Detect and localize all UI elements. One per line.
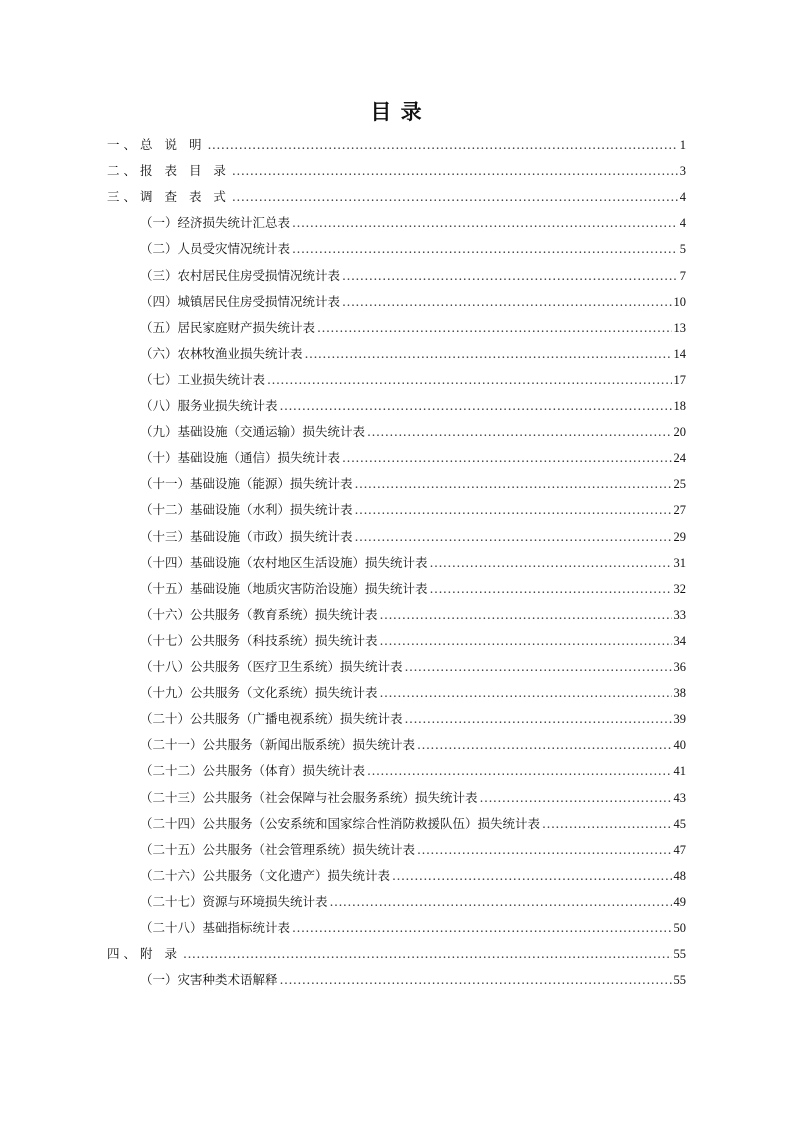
toc-entry[interactable] [140, 658, 686, 676]
toc-entry-label: （二十一）公共服务（新闻出版系统）损失统计表 [140, 737, 416, 753]
toc-entry-page: 41 [673, 764, 686, 779]
toc-entry-label: 四、附 录 [107, 946, 181, 962]
toc-leader-dots [330, 893, 672, 911]
toc-entry[interactable] [140, 319, 686, 337]
toc-entry[interactable] [140, 214, 686, 232]
toc-entry[interactable] [140, 606, 686, 624]
toc-entry-label: （十六）公共服务（教育系统）损失统计表 [140, 606, 378, 622]
toc-entry-label: （十九）公共服务（文化系统）损失统计表 [140, 685, 378, 701]
toc-entry[interactable] [140, 371, 686, 389]
toc-entry-page: 48 [673, 868, 686, 883]
toc-entry-page: 36 [673, 660, 686, 674]
toc-entry[interactable] [107, 136, 686, 154]
toc-entry[interactable] [140, 893, 686, 911]
toc-entry-page: 13 [673, 320, 686, 335]
toc-entry[interactable] [140, 293, 686, 311]
toc-entry[interactable] [140, 919, 686, 937]
toc-entry-label: （一）经济损失统计汇总表 [140, 215, 291, 231]
toc-leader-dots [480, 789, 672, 807]
toc-leader-dots [292, 240, 678, 258]
toc-entry-page: 17 [673, 372, 686, 387]
toc-entry-label: （十一）基础设施（能源）损失统计表 [140, 476, 353, 492]
toc-entry-label: （六）农林牧渔业损失统计表 [140, 345, 303, 361]
toc-entry-label: （二十七）资源与环境损失统计表 [140, 893, 328, 909]
toc-entry-page: 4 [679, 190, 686, 205]
toc-entry-page: 4 [679, 216, 686, 231]
toc-entry[interactable] [140, 789, 686, 807]
toc-leader-dots [430, 554, 672, 572]
toc-entry[interactable] [140, 475, 686, 493]
toc-leader-dots [405, 658, 672, 676]
toc-entry[interactable] [140, 528, 686, 546]
toc-entry-page: 43 [673, 790, 686, 805]
toc-entry-label: （四）城镇居民住房受损情况统计表 [140, 293, 341, 309]
toc-entry-page: 31 [673, 555, 686, 570]
toc-entry-page: 39 [673, 712, 686, 727]
toc-entry-label: （二十三）公共服务（社会保障与社会服务系统）损失统计表 [140, 789, 478, 805]
toc-entry-label: 三、调 查 表 式 [107, 189, 230, 205]
toc-entry-page: 55 [673, 973, 686, 988]
toc-entry[interactable] [107, 945, 686, 963]
toc-leader-dots [355, 501, 672, 519]
toc-leader-dots [355, 475, 672, 493]
toc-entry-label: （二十八）基础指标统计表 [140, 920, 291, 935]
toc-leader-dots [183, 945, 672, 963]
toc-leader-dots [392, 867, 671, 885]
toc-leader-dots [342, 293, 671, 311]
toc-entry-label: （十八）公共服务（医疗卫生系统）损失统计表 [140, 659, 403, 674]
toc-entry[interactable] [140, 841, 686, 859]
toc-entry-label: （三）农村居民住房受损情况统计表 [140, 267, 341, 283]
toc-entry-page: 45 [673, 816, 686, 831]
toc-leader-dots [542, 815, 671, 833]
toc-entry-page: 40 [673, 738, 686, 753]
toc-leader-dots [380, 606, 672, 624]
toc-entry-page: 25 [673, 477, 686, 492]
toc-entry-page: 27 [673, 503, 686, 518]
toc-leader-dots [207, 136, 677, 154]
toc-leader-dots [342, 267, 678, 285]
toc-entry-page: 20 [673, 425, 686, 440]
toc-entry[interactable] [140, 423, 686, 441]
toc-entry[interactable] [140, 449, 686, 467]
toc-entry[interactable] [140, 710, 686, 728]
toc-entry-page: 55 [673, 947, 686, 962]
toc-entry-label: （二十五）公共服务（社会管理系统）损失统计表 [140, 841, 416, 857]
toc-entry-label: （十五）基础设施（地质灾害防治设施）损失统计表 [140, 580, 428, 596]
toc-entry[interactable] [140, 240, 686, 258]
toc-entry[interactable] [140, 736, 686, 754]
toc-entry[interactable] [140, 867, 686, 885]
toc-entry-label: （二十）公共服务（广播电视系统）损失统计表 [140, 711, 403, 727]
toc-entry-page: 50 [673, 921, 686, 935]
toc-entry-label: （十三）基础设施（市政）损失统计表 [140, 528, 353, 544]
toc-entry-page: 5 [679, 242, 686, 257]
toc-leader-dots [380, 632, 672, 650]
toc-leader-dots [405, 710, 672, 728]
toc-leader-dots [367, 423, 671, 441]
toc-entry-label: 一、总 说 明 [107, 137, 206, 152]
toc-entry-page: 38 [673, 686, 686, 701]
toc-entry-page: 14 [673, 346, 686, 361]
toc-leader-dots [417, 736, 671, 754]
toc-entry[interactable] [140, 971, 686, 989]
toc-leader-dots [342, 449, 671, 467]
toc-entry[interactable] [107, 162, 686, 180]
toc-entry-label: 二、报 表 目 录 [107, 163, 230, 179]
toc-entry[interactable] [140, 267, 686, 285]
toc-entry[interactable] [140, 501, 686, 519]
toc-entry-label: （八）服务业损失统计表 [140, 398, 278, 413]
toc-entry-label: （二十四）公共服务（公安系统和国家综合性消防救援队伍）损失统计表 [140, 815, 541, 831]
toc-entry[interactable] [140, 554, 686, 572]
toc-entry-label: （九）基础设施（交通运输）损失统计表 [140, 424, 366, 440]
toc-entry-label: （十四）基础设施（农村地区生活设施）损失统计表 [140, 554, 428, 570]
toc-entry[interactable] [140, 762, 686, 780]
toc-entry-label: （二十二）公共服务（体育）损失统计表 [140, 763, 366, 779]
toc-entry-page: 33 [673, 607, 686, 622]
toc-leader-dots [317, 319, 671, 337]
toc-leader-dots [232, 188, 678, 206]
toc-leader-dots [380, 684, 672, 702]
toc-entry-label: （五）居民家庭财产损失统计表 [140, 319, 316, 335]
toc-entry[interactable] [140, 632, 686, 650]
toc-entry-page: 47 [673, 842, 686, 857]
toc-leader-dots [232, 162, 678, 180]
toc-entry[interactable] [140, 815, 686, 833]
toc-leader-dots [305, 345, 672, 363]
toc-entry[interactable] [140, 345, 686, 363]
toc-entry-label: （一）灾害种类术语解释 [140, 972, 278, 988]
toc-entry[interactable] [140, 580, 686, 598]
toc-leader-dots [417, 841, 671, 859]
toc-entry-page: 29 [673, 529, 686, 544]
toc-entry-label: （十）基础设施（通信）损失统计表 [140, 450, 341, 466]
toc-entry[interactable] [140, 684, 686, 702]
toc-entry-page: 18 [673, 399, 686, 413]
toc-entry-page: 49 [673, 894, 686, 909]
toc-entry[interactable] [140, 397, 686, 415]
toc-leader-dots [355, 528, 672, 546]
toc-leader-dots [280, 397, 672, 415]
toc-leader-dots [280, 971, 672, 989]
toc-entry[interactable] [107, 188, 686, 206]
toc-entry-label: （二十六）公共服务（文化遗产）损失统计表 [140, 867, 391, 883]
toc-leader-dots [292, 919, 671, 937]
toc-leader-dots [292, 214, 678, 232]
toc-entry-page: 34 [673, 633, 686, 648]
toc-entry-label: （二）人员受灾情况统计表 [140, 241, 291, 257]
toc-entry-page: 32 [673, 581, 686, 596]
page-title: 目 录 [370, 100, 423, 124]
toc-entry-label: （十七）公共服务（科技系统）损失统计表 [140, 632, 378, 648]
toc-entry-page: 1 [679, 138, 686, 152]
toc-leader-dots [367, 762, 671, 780]
toc-leader-dots [267, 371, 671, 389]
toc-entry-page: 3 [679, 164, 686, 179]
toc-entry-page: 10 [673, 294, 686, 309]
toc-entry-page: 7 [679, 268, 686, 283]
toc-entry-label: （七）工业损失统计表 [140, 371, 266, 387]
toc-entry-page: 24 [673, 451, 686, 466]
toc-leader-dots [430, 580, 672, 598]
toc-entry-label: （十二）基础设施（水利）损失统计表 [140, 502, 353, 518]
